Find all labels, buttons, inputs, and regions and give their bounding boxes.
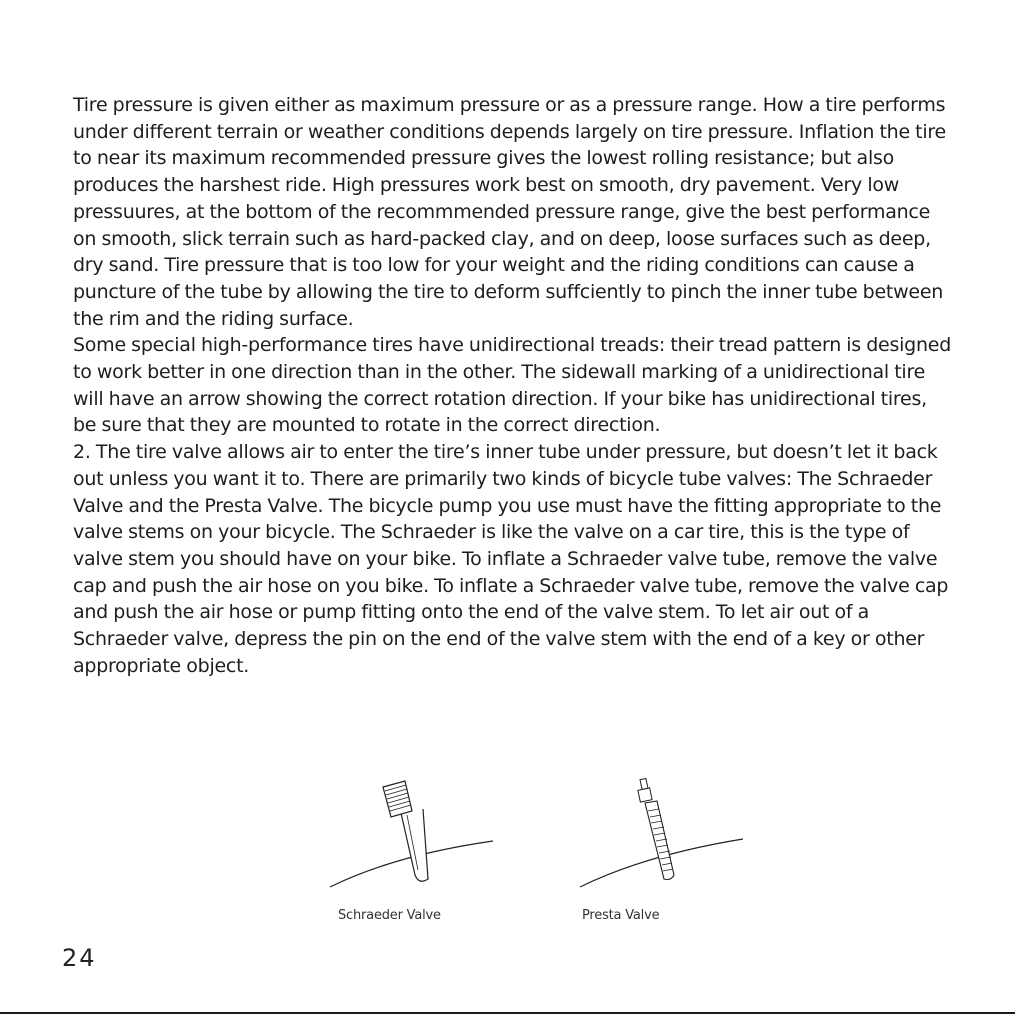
body-text	[73, 92, 953, 679]
paragraph-tire-pressure: Tire pressure is given either as maximum pressure or as a pressure range. How a tire performs under different terrain or weather conditions depends largely on tire pressure. Inflation the tire to near its maximum recommended pressure gives the lowest rolling resistance; but also produces the harshest ride. High pressures work best on smooth, dry pavement. Very low pressuures, at the bottom of the recommmended pressure range, give the best performance on smooth, slick terrain such as hard-packed clay, and on deep, loose surfaces such as deep, dry sand. Tire pressure that is too low for your weight and the riding conditions can cause a puncture of the tube by allowing the tire to deform suffciently to pinch the inner tube between the rim and the riding surface.	[73, 94, 946, 330]
presta-valve-caption: Presta Valve	[582, 908, 660, 923]
presta-valve-illustration	[575, 775, 750, 895]
paragraph-unidirectional-treads: Some special high-performance tires have unidirectional treads: their tread pattern is designed to work better in one direction than in the other. The sidewall marking of a unidirectional tire will have an arrow showing the correct rotation direction. If your bike has unidirectional tires, be sure that they are mounted to rotate in the correct direction.	[73, 334, 952, 437]
page-number: 24	[62, 944, 97, 972]
paragraph-tire-valve: 2. The tire valve allows air to enter the tire’s inner tube under pressure, but doesn’t let it back out unless you want it to. There are primarily two kinds of bicycle tube valves: The Schraeder Valve and the Presta Valve. The bicycle pump you use must have the fitting appropriate to the valve stems on your bicycle. The Schraeder is like the valve on a car tire, this is the type of valve stem you should have on your bike. To inflate a Schraeder valve tube, remove the valve cap and push the air hose on you bike. To inflate a Schraeder valve tube, remove the valve cap and push the air hose or pump fitting onto the end of the valve stem. To let air out of a Schraeder valve, depress the pin on the end of the valve stem with the end of a key or other appropriate object.	[73, 441, 949, 677]
bottom-rule	[0, 1012, 1015, 1014]
schraeder-valve-illustration	[325, 775, 500, 895]
schraeder-valve-caption: Schraeder Valve	[338, 908, 441, 923]
